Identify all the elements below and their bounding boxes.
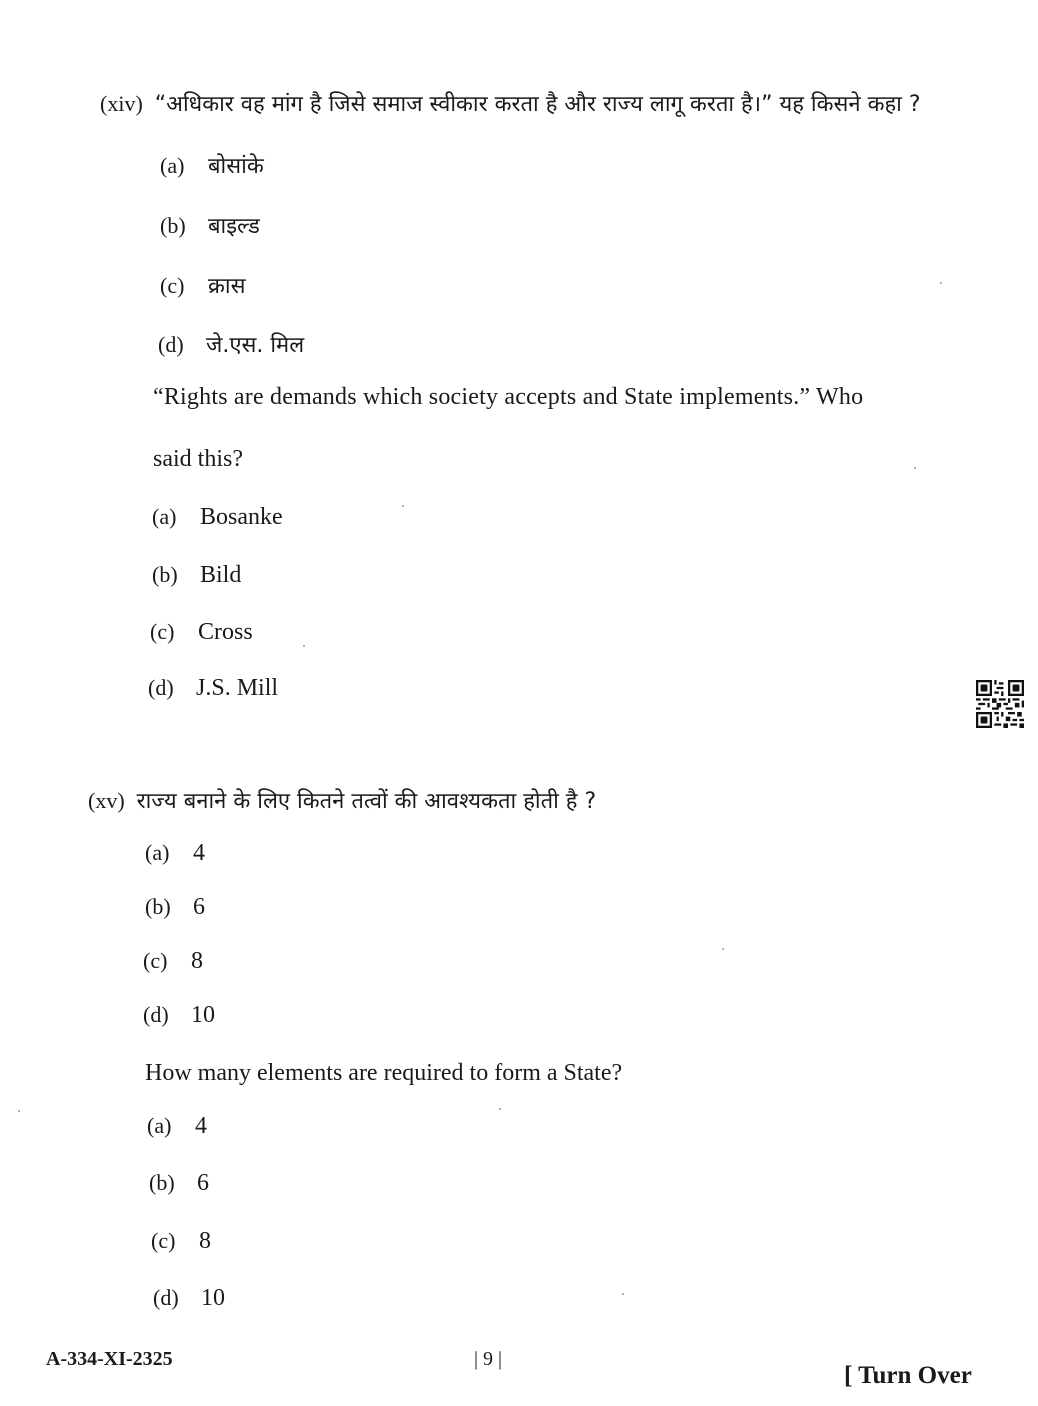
q15-english-option-a (147, 1113, 207, 1140)
q14-english-option-b (152, 562, 241, 589)
q15-english-option-b (149, 1170, 209, 1197)
q14-hindi-option-a (160, 150, 264, 180)
option-text: J.S. Mill (196, 675, 279, 701)
option-label: (c) (150, 619, 175, 644)
q14-hindi-option-d (158, 329, 304, 359)
option-label: (a) (145, 840, 170, 865)
q14-english-option-c (150, 619, 253, 646)
option-text: बोसांके (208, 154, 264, 179)
option-label: (b) (152, 562, 178, 587)
option-text: 8 (199, 1228, 211, 1254)
option-label: (a) (160, 153, 185, 178)
scan-speck (722, 948, 724, 950)
q15-hindi-option-c (143, 948, 203, 975)
scan-speck (18, 1110, 20, 1112)
q14-english-question-line1: “Rights are demands which society accepts and State implements.” Who (153, 384, 864, 410)
option-text: 6 (193, 894, 205, 920)
option-label: (c) (143, 948, 168, 973)
page-number: | 9 | (474, 1348, 503, 1370)
option-text: Bosanke (200, 504, 283, 530)
q14-english-question-line2: said this? (153, 446, 243, 472)
q14-hindi-option-c (160, 270, 245, 300)
q15-english-option-d (153, 1285, 225, 1312)
q15-english-question: How many elements are required to form a State? (145, 1060, 623, 1086)
q15-hindi-option-d (143, 1002, 215, 1029)
q14-english-option-d (148, 675, 278, 702)
option-text: 8 (191, 948, 203, 974)
option-label: (d) (153, 1285, 179, 1310)
q15-hindi-question: राज्य बनाने के लिए कितने तत्वों की आवश्यकता होती है ? (136, 789, 597, 814)
q14-hindi-question: “अधिकार वह मांग है जिसे समाज स्वीकार करता है और राज्य लागू करता है।” यह किसने कहा ? (154, 92, 921, 117)
q15-number: (xv) (88, 788, 125, 813)
paper-code: A-334-XI-2325 (46, 1348, 173, 1370)
option-text: क्रास (208, 274, 246, 299)
q14-hindi-option-b (160, 210, 260, 240)
option-text: 10 (191, 1002, 215, 1028)
option-label: (a) (152, 504, 177, 529)
scan-speck (499, 1108, 501, 1110)
option-label: (b) (149, 1170, 175, 1195)
option-label: (c) (160, 273, 185, 298)
option-text: 6 (197, 1170, 209, 1196)
option-label: (b) (160, 213, 186, 238)
q15-english-option-c (151, 1228, 211, 1255)
q15-hindi-option-b (145, 894, 205, 921)
option-label: (d) (143, 1002, 169, 1027)
q15-hindi-question-line (88, 785, 596, 815)
q14-english-option-a (152, 504, 283, 531)
q15-hindi-option-a (145, 840, 205, 867)
option-text: Cross (198, 619, 253, 645)
qr-code-icon (976, 680, 1024, 728)
option-label: (b) (145, 894, 171, 919)
option-label: (d) (148, 675, 174, 700)
option-text: 10 (201, 1285, 225, 1311)
option-text: 4 (195, 1113, 207, 1139)
option-label: (c) (151, 1228, 176, 1253)
q14-hindi-question-line (100, 88, 921, 118)
scan-speck (622, 1293, 624, 1295)
scan-speck (402, 505, 404, 507)
scan-speck (914, 467, 916, 469)
scan-speck (303, 645, 305, 647)
option-text: बाइल्ड (208, 214, 260, 239)
option-text: जे.एस. मिल (206, 333, 305, 358)
turn-over-note: [ Turn Over (844, 1362, 972, 1389)
option-text: Bild (200, 562, 242, 588)
q14-number: (xiv) (100, 91, 143, 116)
option-text: 4 (193, 840, 205, 866)
option-label: (a) (147, 1113, 172, 1138)
scan-speck (940, 282, 942, 284)
option-label: (d) (158, 332, 184, 357)
